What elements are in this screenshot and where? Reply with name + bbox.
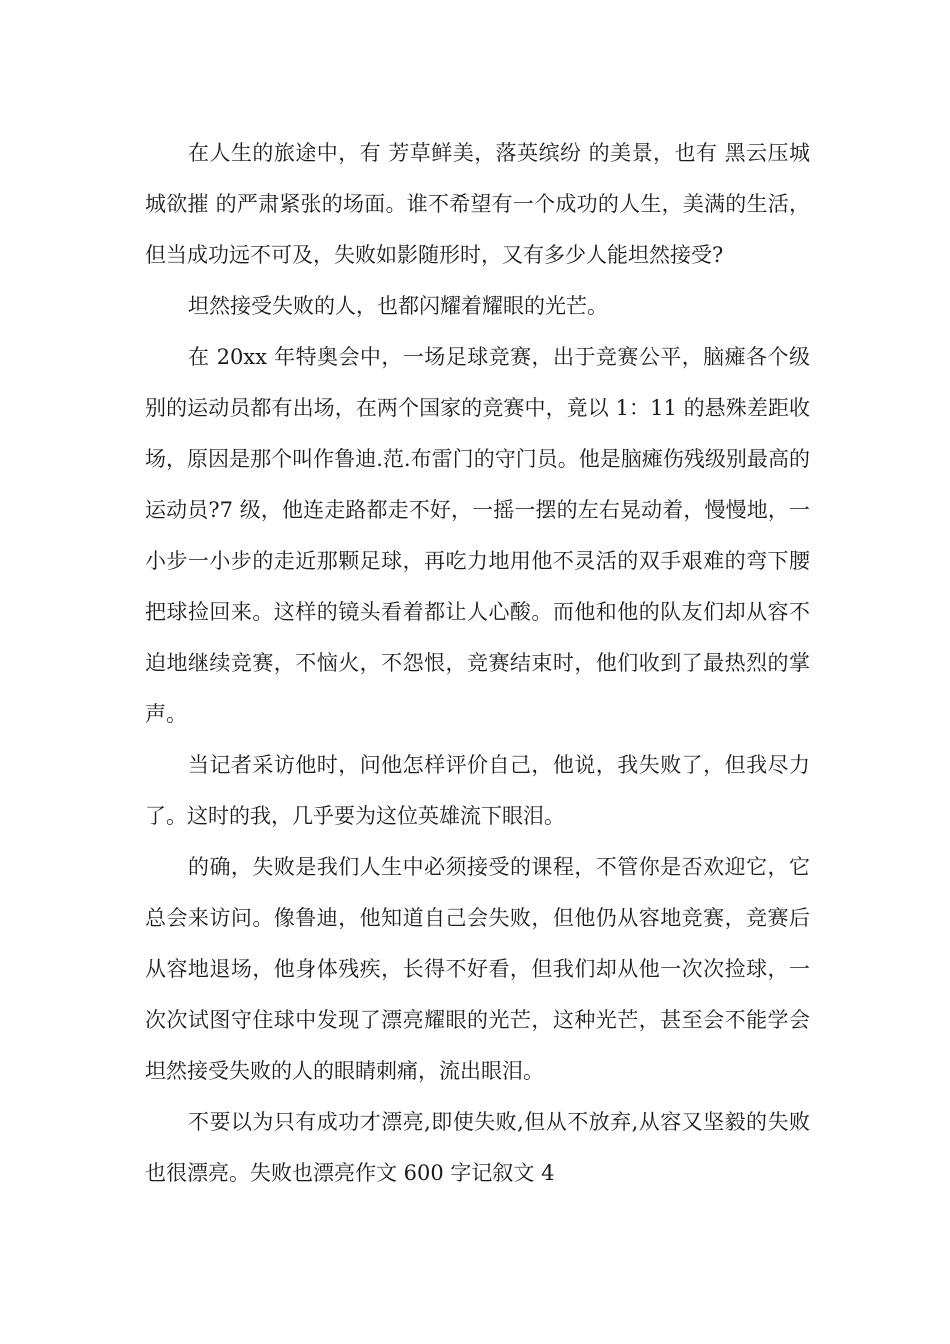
article-body bbox=[145, 128, 810, 1199]
paragraph-6: 不要以为只有成功才漂亮,即使失败,但从不放弃,从容又坚毅的失败也很漂亮。失败也漂亮作文 600 字记叙文 4 bbox=[145, 1110, 810, 1185]
paragraph-4: 当记者采访他时，问他怎样评价自己，他说，我失败了，但我尽力了。这时的我，几乎要为这位英雄流下眼泪。 bbox=[145, 753, 810, 828]
paragraph-5: 的确，失败是我们人生中必须接受的课程，不管你是否欢迎它，它总会来访问。像鲁迪，他知道自己会失败，但他仍从容地竞赛，竞赛后从容地退场，他身体残疾，长得不好看，但我们却从他一次次捡球，一次次试图守住球中发现了漂亮耀眼的光芒，这种光芒，甚至会不能学会坦然接受失败的人的眼睛刺痛，流出眼泪。 bbox=[145, 855, 810, 1083]
paragraph-3: 在 20xx 年特奥会中，一场足球竞赛，出于竞赛公平，脑瘫各个级别的运动员都有出场，在两个国家的竞赛中，竟以 1：11 的悬殊差距收场，原因是那个叫作鲁迪.范.布雷门的守门员。他是脑瘫伤残级别最高的运动员?7 级，他连走路都走不好，一摇一摆的左右晃动着，慢慢地，一小步一小步的走近那颗足球，再吃力地用他不灵活的双手艰难的弯下腰把球捡回来。这样的镜头看着都让人心酸。而他和他的队友们却从容不迫地继续竞赛，不恼火，不怨恨，竞赛结束时，他们收到了最热烈的掌声。 bbox=[145, 345, 810, 726]
paragraph-1: 在人生的旅途中，有 芳草鲜美，落英缤纷 的美景，也有 黑云压城城欲摧 的严肃紧张的场面。谁不希望有一个成功的人生，美满的生活，但当成功远不可及，失败如影随形时，又有多少人能坦然接受? bbox=[145, 141, 810, 267]
paragraph-2: 坦然接受失败的人，也都闪耀着耀眼的光芒。 bbox=[188, 294, 608, 318]
